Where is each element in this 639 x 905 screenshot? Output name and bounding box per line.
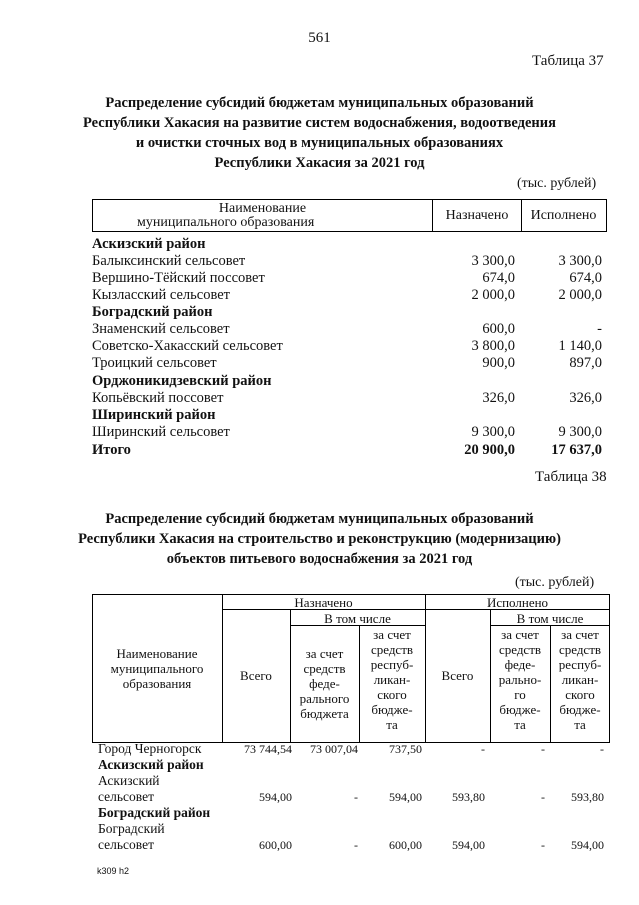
table-row: Ширинский сельсовет 9 300,0 9 300,0 bbox=[92, 424, 602, 440]
table-row: Балыксинский сельсовет 3 300,0 3 300,0 bbox=[92, 253, 602, 269]
table-label: Таблица 37 bbox=[532, 53, 604, 69]
table-row: Троицкий сельсовет 900,0 897,0 bbox=[92, 355, 602, 371]
table-row: Кызласский сельсовет 2 000,0 2 000,0 bbox=[92, 287, 602, 303]
total-row: Итого 20 900,0 17 637,0 bbox=[92, 442, 602, 458]
table-title: Распределение субсидий бюджетам муниципальных образований Республики Хакасия на развитие систем водоснабжения, водоотведения и очистки сточных вод в муниципальных образованиях Республики Хакасия за 2021 год bbox=[83, 95, 556, 171]
header-total: Всего bbox=[441, 668, 474, 683]
table-row: Боградский район bbox=[98, 805, 211, 820]
table-header bbox=[92, 199, 607, 232]
table-row: Ширинский район bbox=[92, 407, 216, 423]
header-name-cell: Наименование муниципального образования bbox=[93, 200, 433, 231]
header-federal-exec: за счет средств феде- рально- го бюдже- та bbox=[498, 627, 542, 732]
table-row: Аскизский район bbox=[92, 236, 206, 252]
header-republic: за счет средств респуб- ликан- ского бюдже- та bbox=[370, 627, 414, 732]
units-note: (тыс. рублей) bbox=[515, 575, 595, 590]
header-republic-exec: за счет средств респуб- ликан- ского бюдже- та bbox=[558, 627, 602, 732]
table-row: Аскизский сельсовет 594,00 - 594,00 593,80 - 593,80 bbox=[98, 773, 604, 804]
header-assigned: Назначено bbox=[294, 595, 353, 610]
table-row: Боградский район bbox=[92, 304, 213, 320]
page-number: 561 bbox=[308, 30, 331, 46]
header-name: Наименование муниципального образования bbox=[110, 646, 204, 691]
table-title: Распределение субсидий бюджетам муниципальных образований Республики Хакасия на строительство и реконструкцию (модернизацию) объектов питьевого водоснабжения за 2021 год bbox=[78, 511, 561, 567]
header-executed: Исполнено bbox=[530, 208, 597, 223]
table-row: Аскизский район bbox=[98, 757, 204, 772]
table-row: Орджоникидзевский район bbox=[92, 373, 272, 389]
table-label: Таблица 38 bbox=[535, 469, 607, 485]
table-row: Боградский сельсовет 600,00 - 600,00 594,00 - 594,00 bbox=[98, 821, 604, 852]
header-assigned: Назначено bbox=[433, 200, 522, 231]
table-row: Копьёвский поссовет 326,0 326,0 bbox=[92, 390, 602, 406]
table-row: Город Черногорск 73 744,54 73 007,04 737,50 - - - bbox=[98, 741, 604, 756]
table-row: Советско-Хакасский сельсовет 3 800,0 1 140,0 bbox=[92, 338, 602, 354]
table-header bbox=[92, 594, 610, 743]
header-including: В том числе bbox=[516, 611, 584, 626]
table-row: Знаменский сельсовет 600,0 - bbox=[92, 321, 602, 337]
table-row: Вершино-Тёйский поссовет 674,0 674,0 bbox=[92, 270, 602, 286]
header-total: Всего bbox=[240, 668, 272, 683]
units-note: (тыс. рублей) bbox=[517, 176, 597, 191]
footer-code: k309 h2 bbox=[97, 866, 130, 876]
header-executed: Исполнено bbox=[486, 595, 549, 610]
header-including: В том числе bbox=[324, 611, 391, 626]
header-federal: за счет средств феде- рального бюджета bbox=[299, 646, 350, 721]
